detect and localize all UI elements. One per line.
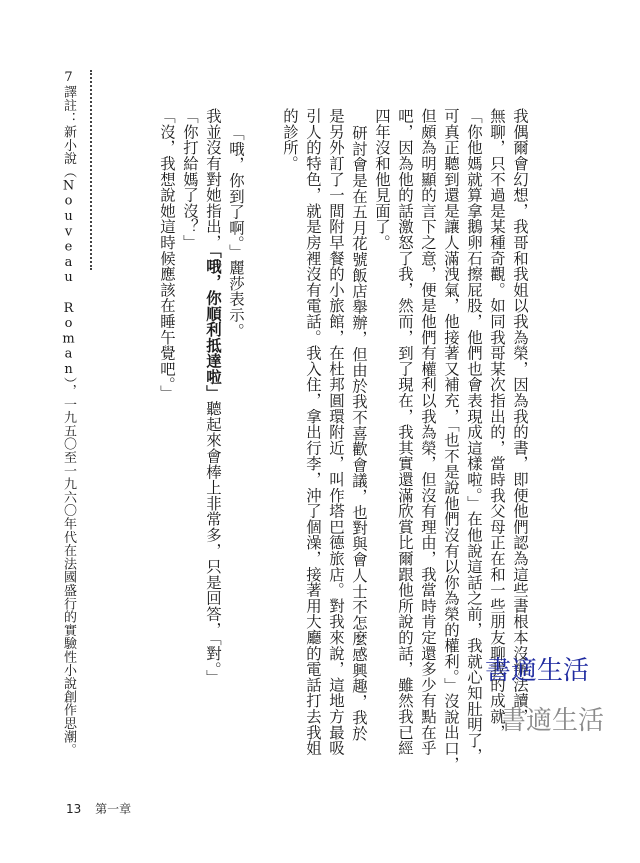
text-column-13-pre: 我並沒有對她指出， [204,108,222,251]
chapter-label: 第一章 [95,802,132,816]
text-column-9: 是另外訂了一間附早餐的小旅館，在杜邦圓環附近，叫作塔巴德旅店。對我來說，這地方最吸 [327,108,345,756]
text-column-6: 吧，因為他的話激怒了我，然而，到了現在，我其實還滿欣賞比爾跟他所說的話，雖然我已經 [396,108,414,756]
watermark-gray: 書適生活 [500,706,605,736]
text-column-15: 「沒，我想說她這時候應該在睡午覺吧。」 [158,108,176,401]
text-column-1: 我偶爾會幻想，我哥和我姐以我為榮，因為我的書，即便他們認為這些書根本沒辦法讀， [511,108,529,725]
text-column-10: 引人的特色，就是房裡沒有電話。我入住，拿出行李，沖了個澡，接著用大廳的電話打去我姐 [304,108,322,756]
text-column-8: 研討會是在五月花號飯店舉辦，但由於我不喜歡會議，也對與會人士不怎麼感興趣，我於 [350,125,368,742]
text-column-12: 「哦，你到了啊。」麗莎表示。 [227,125,245,339]
page-footer [66,800,141,817]
text-column-14: 「你打給媽了沒？」 [181,108,199,251]
footnote-rule [90,70,92,270]
text-column-7: 四年沒和他見面了。 [373,108,391,251]
watermark-blue: 書適生活 [485,656,590,686]
text-column-11: 的診所。 [281,108,299,172]
text-column-13-post: 聽起來會棒上非常多，只是回答，「對。」 [204,400,222,686]
footnote: 7譯註：新小說（Nouveau Roman），一九五〇至一九六〇年代在法國盛行的實驗性小說創作思潮。 [61,70,76,757]
text-column-5: 但頗為明顯的言下之意，便是他們有權利以我為榮，但沒有理由，我當時肯定還多少有點在乎 [419,108,437,756]
text-column-3: 「你他媽就算拿鵝卵石擦屁股，他們也會表現成這樣啦。」在他說這話之前，我就心知肚明了， [465,108,483,764]
text-column-2: 無聊，只不過是某種奇觀。如同我哥某次指出的，當時我父母正在和一些朋友聊我的成就， [488,108,506,740]
text-column-4: 可真正聽到還是讓人滿洩氣，他接著又補充，「也不是說他們沒有以你為榮的權利。」沒說出口， [442,108,460,772]
text-column-13-bold: 「哦，你順利抵達啦」 [204,250,222,401]
text-column-13 [203,108,223,685]
page-number: 13 [66,802,82,816]
